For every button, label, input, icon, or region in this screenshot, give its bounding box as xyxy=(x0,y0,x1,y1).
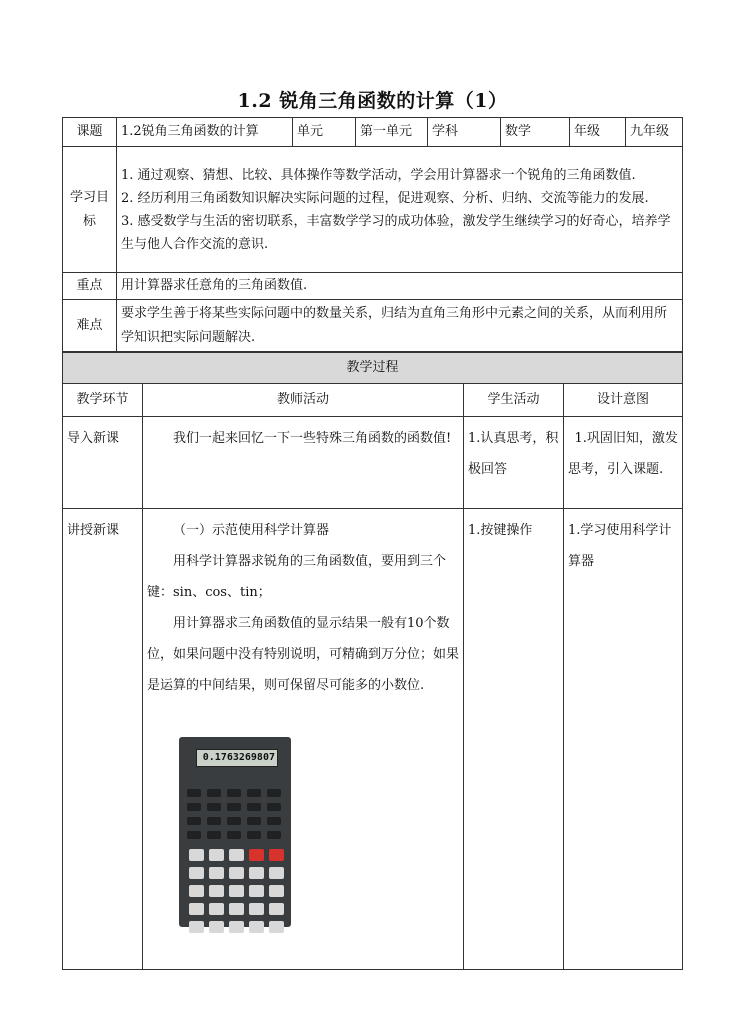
stage-cell: 讲授新课 xyxy=(63,509,143,970)
calculator-key xyxy=(207,803,221,811)
column-header-student: 学生活动 xyxy=(464,384,564,417)
calculator-key xyxy=(249,885,264,897)
column-header-teacher: 教师活动 xyxy=(143,384,464,417)
intent-cell: 1.巩固旧知，激发思考，引入课题. xyxy=(564,417,683,509)
course-info-table xyxy=(62,117,683,352)
calculator-key xyxy=(209,867,224,879)
calculator-key xyxy=(267,789,281,797)
calculator-key xyxy=(229,885,244,897)
calculator-key xyxy=(209,903,224,915)
unit-value: 第一单元 xyxy=(356,118,428,147)
calculator-key xyxy=(187,789,201,797)
topic-label: 课题 xyxy=(63,118,117,147)
teacher-cell: （一）示范使用科学计算器 用科学计算器求锐角的三角函数值，要用到三个键：sin、cos、tin； 用计算器求三角函数值的显示结果一般有10个数位，如果问题中没有特别说明，可精确到万分位；如果是运算的中间结果，则可保留尽可能多的小数位. xyxy=(143,509,464,970)
calculator-key xyxy=(229,903,244,915)
calculator-key xyxy=(189,885,204,897)
calculator-key xyxy=(189,867,204,879)
calculator-key xyxy=(189,903,204,915)
calculator-key xyxy=(269,867,284,879)
goal-item: 1. 通过观察、猜想、比较、具体操作等数学活动，学会用计算器求一个锐角的三角函数值. xyxy=(121,167,636,183)
calculator-image xyxy=(179,737,291,927)
teaching-process-table xyxy=(62,352,683,970)
unit-label: 单元 xyxy=(293,118,356,147)
calculator-key xyxy=(207,789,221,797)
calculator-key xyxy=(227,789,241,797)
stage-cell: 导入新课 xyxy=(63,417,143,509)
calculator-key xyxy=(249,867,264,879)
student-cell: 1.认真思考，积极回答 xyxy=(464,417,564,509)
difficulty-text: 要求学生善于将某些实际问题中的数量关系，归结为直角三角形中元素之间的关系，从而利用所学知识把实际问题解决. xyxy=(117,300,683,352)
table-row xyxy=(63,417,683,509)
column-header-stage: 教学环节 xyxy=(63,384,143,417)
calculator-key xyxy=(247,803,261,811)
calculator-key xyxy=(269,849,284,861)
key-point-text: 用计算器求任意角的三角函数值. xyxy=(117,273,683,300)
topic-value: 1.2锐角三角函数的计算 xyxy=(117,118,293,147)
calculator-key xyxy=(249,921,264,933)
calculator-key xyxy=(187,817,201,825)
calculator-key xyxy=(229,867,244,879)
goals-label: 学习目标 xyxy=(63,147,117,273)
calculator-key xyxy=(229,921,244,933)
calculator-key xyxy=(249,849,264,861)
grade-value: 九年级 xyxy=(626,118,683,147)
calculator-key xyxy=(209,849,224,861)
calculator-key xyxy=(189,921,204,933)
calculator-key xyxy=(249,903,264,915)
table-row xyxy=(63,509,683,970)
calculator-display: 0.1763269807 xyxy=(196,749,278,767)
student-cell: 1.按键操作 xyxy=(464,509,564,970)
calculator-key xyxy=(227,817,241,825)
goals-content xyxy=(117,147,683,273)
calculator-key xyxy=(187,831,201,839)
calculator-key xyxy=(227,831,241,839)
page-title: 1.2 锐角三角函数的计算（1） xyxy=(237,90,508,112)
calculator-key xyxy=(267,831,281,839)
calculator-key xyxy=(189,849,204,861)
teacher-cell: 我们一起来回忆一下一些特殊三角函数的函数值! xyxy=(143,417,464,509)
calculator-key xyxy=(209,921,224,933)
goal-item: 3. 感受数学与生活的密切联系，丰富数学学习的成功体验，激发学生继续学习的好奇心，培养学生与他人合作交流的意识. xyxy=(121,213,671,252)
calculator-key xyxy=(267,803,281,811)
subject-label: 学科 xyxy=(428,118,501,147)
calculator-key xyxy=(229,849,244,861)
grade-label: 年级 xyxy=(570,118,626,147)
calculator-key xyxy=(247,817,261,825)
key-point-label: 重点 xyxy=(63,273,117,300)
difficulty-label: 难点 xyxy=(63,300,117,352)
calculator-key xyxy=(227,803,241,811)
calculator-key xyxy=(269,921,284,933)
calculator-key xyxy=(267,817,281,825)
calculator-key xyxy=(269,903,284,915)
calculator-key xyxy=(207,817,221,825)
goal-item: 2. 经历利用三角函数知识解决实际问题的过程，促进观察、分析、归纳、交流等能力的发展. xyxy=(121,190,649,206)
subject-value: 数学 xyxy=(501,118,570,147)
process-header: 教学过程 xyxy=(63,353,683,384)
calculator-key xyxy=(247,789,261,797)
calculator-key xyxy=(209,885,224,897)
calculator-key xyxy=(269,885,284,897)
intent-cell: 1.学习使用科学计算器 xyxy=(564,509,683,970)
calculator-key xyxy=(247,831,261,839)
calculator-key xyxy=(207,831,221,839)
calculator-key xyxy=(187,803,201,811)
column-header-intent: 设计意图 xyxy=(564,384,683,417)
